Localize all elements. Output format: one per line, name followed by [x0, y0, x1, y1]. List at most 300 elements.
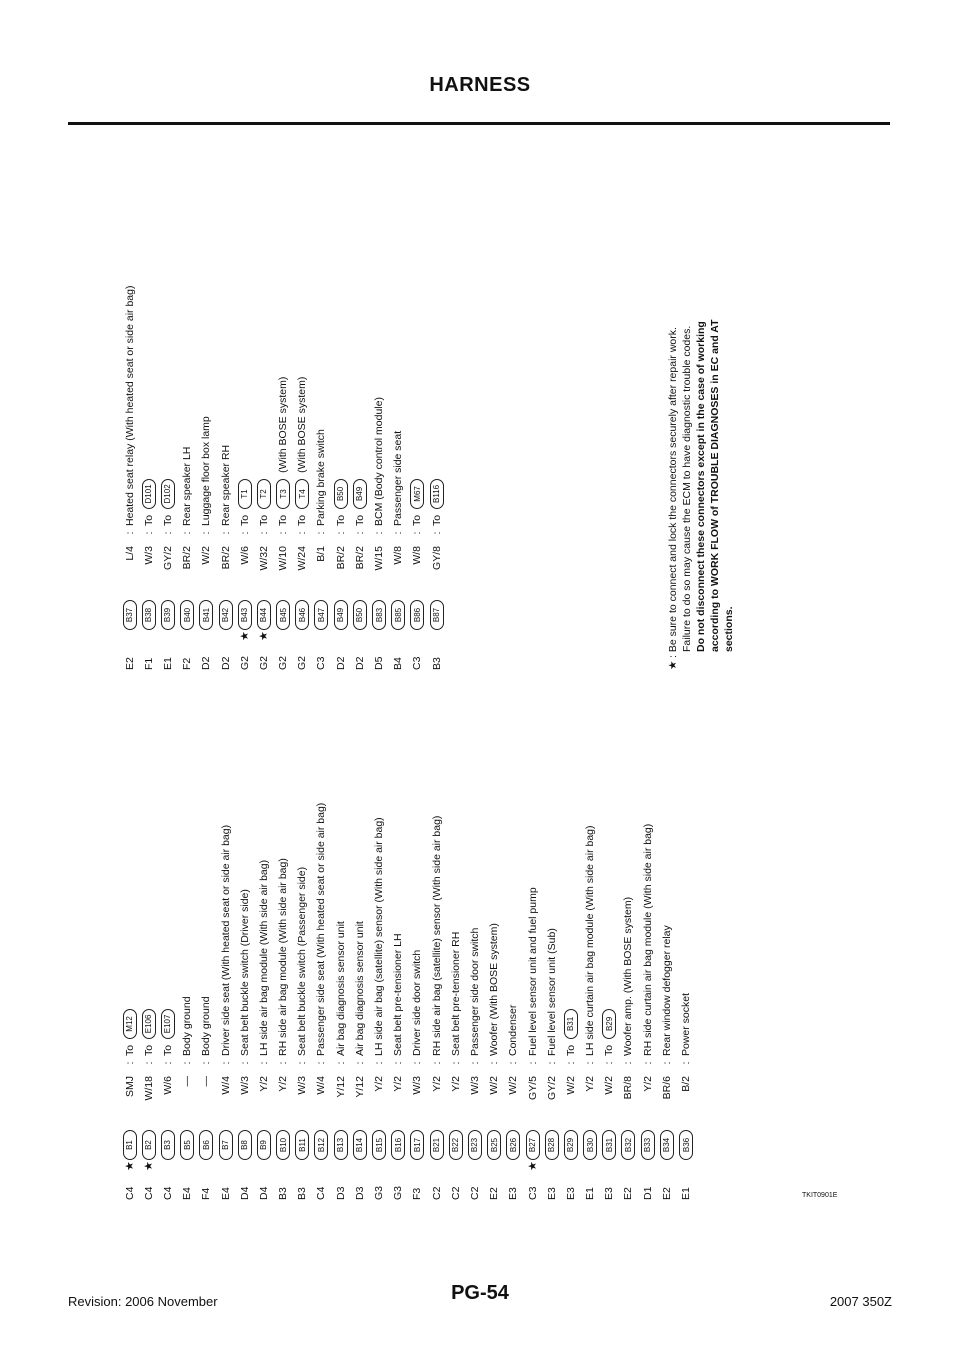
- connector-badge: B87: [430, 600, 444, 630]
- connector-description: [142, 1007, 156, 1056]
- separator: :: [603, 1061, 616, 1065]
- connector-badge: B26: [506, 1130, 520, 1160]
- connector-badge: B27: [526, 1130, 540, 1160]
- wire-spec: GY/2: [161, 546, 174, 570]
- connector-row: [427, 803, 446, 1200]
- grid-location: B3: [277, 1187, 290, 1200]
- description-text: Condenser: [507, 1004, 520, 1056]
- connector-badge: B85: [391, 600, 405, 630]
- wire-spec: Y/12: [353, 1076, 366, 1098]
- wire-spec: W/15: [373, 546, 386, 571]
- note-line: Failure to do so may cause the ECM to have diagnostic trouble codes.: [681, 325, 693, 652]
- separator: :: [526, 1061, 539, 1065]
- target-connector-badge: T3: [276, 479, 290, 509]
- separator: :: [545, 1061, 558, 1065]
- separator: :: [680, 1061, 693, 1065]
- connector-row: [197, 286, 216, 670]
- separator: :: [353, 1061, 366, 1065]
- target-connector-badge: T1: [238, 479, 252, 509]
- grid-location: C4: [161, 1186, 174, 1200]
- connector-description: [239, 889, 251, 1056]
- wire-spec: GY/8: [430, 546, 443, 570]
- wire-spec: BR/2: [181, 546, 194, 570]
- wire-spec: Y/2: [430, 1076, 443, 1092]
- separator: :: [334, 1061, 347, 1065]
- target-connector-badge: B49: [353, 479, 367, 509]
- connector-row: [274, 803, 293, 1200]
- description-text: Luggage floor box lamp: [200, 416, 213, 526]
- connector-description: [353, 477, 367, 526]
- description-text: To: [334, 514, 347, 526]
- connector-badge: B12: [314, 1130, 328, 1160]
- separator: :: [430, 531, 443, 535]
- description-text: To: [353, 514, 366, 526]
- connector-row: [600, 803, 619, 1200]
- separator: :: [200, 1061, 213, 1065]
- connector-description: [181, 447, 193, 526]
- wire-spec: W/2: [488, 1076, 501, 1095]
- wire-spec: B/1: [315, 546, 328, 562]
- separator: :: [373, 1061, 386, 1065]
- connector-description: [507, 1005, 519, 1056]
- connector-row: [331, 803, 350, 1200]
- connector-description: [469, 928, 481, 1056]
- description-text: To: [142, 1044, 155, 1056]
- separator: :: [161, 1061, 174, 1065]
- separator: :: [219, 531, 232, 535]
- separator: :: [181, 531, 194, 535]
- target-connector-badge: T4: [295, 479, 309, 509]
- connector-badge: B21: [430, 1130, 444, 1160]
- connector-row: [216, 803, 235, 1200]
- connector-row: [197, 803, 216, 1200]
- wire-spec: W/8: [411, 546, 424, 565]
- wire-spec: GY/2: [545, 1076, 558, 1100]
- separator: :: [373, 531, 386, 535]
- connector-description: [584, 825, 596, 1056]
- connector-badge: B23: [468, 1130, 482, 1160]
- connector-description: [181, 996, 193, 1056]
- wire-spec: Y/12: [334, 1076, 347, 1098]
- connector-row: [139, 286, 158, 670]
- grid-location: C4: [123, 1186, 136, 1200]
- connector-row: [254, 286, 273, 670]
- wire-spec: W/8: [392, 546, 405, 565]
- description-text: To: [123, 1044, 136, 1056]
- connector-description: [410, 477, 424, 526]
- wire-spec: BR/2: [353, 546, 366, 570]
- separator: :: [219, 1061, 232, 1065]
- connector-badge: B5: [180, 1130, 194, 1160]
- note-line: : Be sure to connect and lock the connectors securely after repair work.: [667, 327, 679, 658]
- grid-location: E1: [161, 657, 174, 670]
- connector-row: [293, 286, 312, 670]
- connector-badge: B16: [391, 1130, 405, 1160]
- connector-description: [276, 377, 290, 526]
- wire-spec: W/2: [507, 1076, 520, 1095]
- description-text: To: [277, 514, 290, 526]
- separator: :: [142, 531, 155, 535]
- grid-location: B3: [296, 1187, 309, 1200]
- connector-description: [257, 477, 271, 526]
- connector-badge: B10: [276, 1130, 290, 1160]
- description-text: BCM (Body control module): [373, 397, 386, 526]
- grid-location: F2: [181, 657, 194, 670]
- separator: :: [392, 1061, 405, 1065]
- connector-badge: B46: [295, 600, 309, 630]
- description-text: Rear speaker RH: [219, 444, 232, 526]
- connector-row: [561, 803, 580, 1200]
- wire-spec: Y/2: [257, 1076, 270, 1092]
- description-text: Driver side seat (With heated seat or side air bag): [219, 824, 232, 1056]
- wire-spec: W/6: [161, 1076, 174, 1095]
- target-connector-badge: B29: [602, 1009, 616, 1039]
- grid-location: G3: [373, 1185, 386, 1200]
- separator: :: [315, 531, 328, 535]
- connector-description: [622, 897, 634, 1056]
- connector-description: [680, 993, 692, 1056]
- description-text: Power socket: [680, 992, 693, 1056]
- star-icon: ★: [239, 631, 252, 641]
- description-text: RH side air bag (satellite) sensor (With side air bag): [430, 815, 443, 1056]
- connector-description: [392, 431, 404, 526]
- connector-badge: B41: [199, 600, 213, 630]
- separator: :: [430, 1061, 443, 1065]
- connector-description: [430, 477, 444, 526]
- grid-location: F3: [411, 1187, 424, 1200]
- wire-spec: W/3: [468, 1076, 481, 1095]
- wire-spec: SMJ: [123, 1076, 136, 1097]
- connector-badge: B45: [276, 600, 290, 630]
- grid-location: E1: [584, 1187, 597, 1200]
- grid-location: B3: [430, 657, 443, 670]
- separator: :: [315, 1061, 328, 1065]
- wire-spec: —: [181, 1076, 194, 1087]
- connector-row: [619, 803, 638, 1200]
- connector-description: [295, 377, 309, 526]
- connector-description: [546, 928, 558, 1056]
- connector-row: [293, 803, 312, 1200]
- target-connector-badge: E106: [142, 1009, 156, 1039]
- connector-badge: B30: [583, 1130, 597, 1160]
- connector-badge: B47: [314, 600, 328, 630]
- connector-description: [373, 397, 385, 526]
- target-connector-badge: B50: [334, 479, 348, 509]
- wire-spec: W/2: [603, 1076, 616, 1095]
- description-text: Passenger side seat: [392, 430, 405, 526]
- description-text: Passenger side door switch: [468, 927, 481, 1056]
- description-text: Driver side door switch: [411, 949, 424, 1056]
- grid-location: E1: [680, 1187, 693, 1200]
- description-text: Seat belt pre-tensioner LH: [392, 933, 405, 1056]
- separator: :: [277, 531, 290, 535]
- connector-badge: B2: [142, 1130, 156, 1160]
- description-text: Seat belt pre-tensioner RH: [449, 931, 462, 1056]
- wire-spec: BR/8: [622, 1076, 635, 1100]
- separator: :: [296, 1061, 309, 1065]
- connector-description: [411, 950, 423, 1056]
- wire-spec: Y/2: [392, 1076, 405, 1092]
- separator: :: [123, 531, 136, 535]
- wire-spec: W/10: [277, 546, 290, 571]
- connector-row: [523, 803, 542, 1200]
- grid-location: G2: [296, 655, 309, 670]
- wire-spec: BR/6: [660, 1076, 673, 1100]
- connector-row: [389, 286, 408, 670]
- wire-spec: W/3: [142, 546, 155, 565]
- connector-column-1: [120, 803, 696, 1200]
- separator: :: [449, 1061, 462, 1065]
- connector-description: [124, 286, 136, 526]
- grid-location: D2: [334, 656, 347, 670]
- connector-row: [389, 803, 408, 1200]
- connector-row: [331, 286, 350, 670]
- separator: :: [238, 531, 251, 535]
- grid-location: F1: [142, 657, 155, 670]
- description-text: RH side air bag module (With side air bag): [277, 858, 290, 1056]
- connector-row: [638, 803, 657, 1200]
- separator: :: [334, 531, 347, 535]
- connector-description: [123, 1007, 137, 1056]
- wire-spec: W/32: [257, 546, 270, 571]
- connector-description: [258, 860, 270, 1056]
- connector-badge: B42: [219, 600, 233, 630]
- connector-row: [254, 803, 273, 1200]
- connector-description: [392, 933, 404, 1056]
- connector-badge: B38: [142, 600, 156, 630]
- connector-badge: B32: [621, 1130, 635, 1160]
- connector-badge: B9: [257, 1130, 271, 1160]
- wire-spec: BR/2: [334, 546, 347, 570]
- description-text: Seat belt buckle switch (Driver side): [238, 889, 251, 1056]
- grid-location: C4: [142, 1186, 155, 1200]
- connector-badge: B14: [353, 1130, 367, 1160]
- connector-badge: B86: [410, 600, 424, 630]
- target-connector-badge: M12: [123, 1009, 137, 1039]
- description-text: To: [430, 514, 443, 526]
- connector-row: [542, 803, 561, 1200]
- separator: :: [277, 1061, 290, 1065]
- connector-row: [408, 286, 427, 670]
- grid-location: B4: [392, 657, 405, 670]
- description-text: LH side air bag module (With side air bag): [257, 859, 270, 1056]
- connector-badge: B83: [372, 600, 386, 630]
- footer-revision: Revision: 2006 November: [68, 1294, 218, 1309]
- connector-badge: B36: [679, 1130, 693, 1160]
- connector-badge: B28: [545, 1130, 559, 1160]
- connector-badge: B22: [449, 1130, 463, 1160]
- grid-location: E4: [181, 1187, 194, 1200]
- wire-spec: W/24: [296, 546, 309, 571]
- separator: :: [507, 1061, 520, 1065]
- grid-location: G2: [238, 655, 251, 670]
- connector-description: [527, 887, 539, 1056]
- connector-badge: B40: [180, 600, 194, 630]
- target-connector-badge: D101: [142, 479, 156, 509]
- grid-location: C4: [315, 1186, 328, 1200]
- target-connector-badge: E107: [161, 1009, 175, 1039]
- grid-location: C3: [315, 656, 328, 670]
- connector-row: [120, 803, 139, 1200]
- separator: :: [584, 1061, 597, 1065]
- grid-location: C2: [430, 1186, 443, 1200]
- wire-spec: W/18: [142, 1076, 155, 1101]
- connector-description: [602, 1007, 616, 1056]
- wire-spec: —: [200, 1076, 213, 1087]
- star-icon: ★: [258, 631, 271, 641]
- connector-badge: B43: [238, 600, 252, 630]
- connector-badge: B13: [334, 1130, 348, 1160]
- wire-spec: W/6: [238, 546, 251, 565]
- grid-location: D1: [641, 1186, 654, 1200]
- connector-list: [68, 170, 888, 1200]
- separator: :: [488, 1061, 501, 1065]
- connector-row: [350, 803, 369, 1200]
- caution-note: [666, 190, 736, 670]
- connector-row: [312, 803, 331, 1200]
- connector-row: [178, 286, 197, 670]
- grid-location: E2: [660, 1187, 673, 1200]
- wire-spec: W/3: [411, 1076, 424, 1095]
- description-text: Parking brake switch: [315, 429, 328, 526]
- wire-spec: W/3: [238, 1076, 251, 1095]
- connector-description: [450, 932, 462, 1056]
- wire-spec: GY/5: [526, 1076, 539, 1100]
- description-text: LH side curtain air bag module (With side air bag): [584, 825, 597, 1056]
- connector-description: [220, 825, 232, 1056]
- wire-spec: B/2: [680, 1076, 693, 1092]
- connector-row: [216, 286, 235, 670]
- grid-location: F4: [200, 1187, 213, 1200]
- description-text: To: [603, 1044, 616, 1056]
- connector-description: [200, 996, 212, 1056]
- grid-location: E2: [488, 1187, 501, 1200]
- connector-badge: B17: [410, 1130, 424, 1160]
- note-line: sections.: [723, 606, 735, 652]
- connector-description: [220, 445, 232, 526]
- connector-description: [315, 429, 327, 526]
- connector-description: [354, 921, 366, 1056]
- grid-location: D3: [334, 1186, 347, 1200]
- connector-badge: B37: [123, 600, 137, 630]
- wire-spec: BR/2: [219, 546, 232, 570]
- connector-row: [465, 803, 484, 1200]
- connector-description: [238, 477, 252, 526]
- connector-row: [504, 803, 523, 1200]
- star-icon: ★: [527, 1161, 540, 1171]
- connector-description: [335, 921, 347, 1056]
- grid-location: E4: [219, 1187, 232, 1200]
- description-text: To: [296, 514, 309, 526]
- separator: :: [564, 1061, 577, 1065]
- connector-description: [161, 1007, 175, 1056]
- connector-badge: B50: [353, 600, 367, 630]
- description-text: Fuel level sensor unit and fuel pump: [526, 887, 539, 1056]
- grid-location: G2: [277, 655, 290, 670]
- separator: :: [161, 531, 174, 535]
- separator: :: [123, 1061, 136, 1065]
- wire-spec: W/3: [296, 1076, 309, 1095]
- connector-badge: B3: [161, 1130, 175, 1160]
- grid-location: E3: [603, 1187, 616, 1200]
- connector-row: [446, 803, 465, 1200]
- description-text: To: [142, 514, 155, 526]
- description-text: To: [238, 514, 251, 526]
- description-text: Woofer amp. (With BOSE system): [622, 896, 635, 1056]
- star-icon: ★: [124, 1161, 137, 1171]
- wire-spec: Y/2: [584, 1076, 597, 1092]
- connector-badge: B29: [564, 1130, 578, 1160]
- connector-row: [274, 286, 293, 670]
- figure-code: TKIT0901E: [802, 1192, 838, 1199]
- connector-badge: B39: [161, 600, 175, 630]
- star-icon: ★: [143, 1161, 156, 1171]
- grid-location: E3: [545, 1187, 558, 1200]
- connector-description: [564, 1007, 578, 1056]
- connector-row: [485, 803, 504, 1200]
- connector-row: [408, 803, 427, 1200]
- grid-location: D3: [353, 1186, 366, 1200]
- connector-row: [158, 286, 177, 670]
- separator: :: [257, 1061, 270, 1065]
- wire-spec: Y/2: [449, 1076, 462, 1092]
- grid-location: D4: [257, 1186, 270, 1200]
- connector-badge: B6: [199, 1130, 213, 1160]
- connector-badge: B33: [641, 1130, 655, 1160]
- connector-row: [235, 286, 254, 670]
- wire-spec: L/4: [123, 546, 136, 561]
- wire-spec: W/4: [315, 1076, 328, 1095]
- description-text: Seat belt buckle switch (Passenger side): [296, 866, 309, 1056]
- description-text: To: [161, 514, 174, 526]
- grid-location: E2: [622, 1187, 635, 1200]
- description-suffix: (With BOSE system): [277, 376, 290, 473]
- connector-description: [200, 416, 212, 526]
- description-text: To: [411, 514, 424, 526]
- grid-location: D5: [373, 656, 386, 670]
- separator: :: [411, 1061, 424, 1065]
- connector-badge: B25: [487, 1130, 501, 1160]
- wire-spec: W/2: [564, 1076, 577, 1095]
- wire-spec: W/4: [219, 1076, 232, 1095]
- separator: :: [353, 531, 366, 535]
- separator: :: [142, 1061, 155, 1065]
- connector-row: [427, 286, 446, 670]
- grid-location: E3: [507, 1187, 520, 1200]
- connector-description: [431, 816, 443, 1056]
- connector-badge: B44: [257, 600, 271, 630]
- wire-spec: Y/2: [277, 1076, 290, 1092]
- separator: :: [257, 531, 270, 535]
- grid-location: G2: [257, 655, 270, 670]
- connector-column-2: [120, 286, 446, 670]
- description-text: Heated seat relay (With heated seat or side air bag): [123, 285, 136, 526]
- separator: :: [392, 531, 405, 535]
- connector-description: [277, 858, 289, 1056]
- separator: :: [238, 1061, 251, 1065]
- footer-model: 2007 350Z: [829, 1294, 892, 1309]
- connector-row: [350, 286, 369, 670]
- description-text: LH side air bag (satellite) sensor (With side air bag): [373, 817, 386, 1056]
- connector-badge: B1: [123, 1130, 137, 1160]
- separator: :: [468, 1061, 481, 1065]
- description-text: Rear speaker LH: [181, 446, 194, 526]
- description-text: Fuel level sensor unit (Sub): [545, 928, 558, 1056]
- grid-location: D2: [200, 656, 213, 670]
- star-icon: ★: [667, 660, 679, 670]
- description-text: To: [161, 1044, 174, 1056]
- grid-location: C3: [411, 656, 424, 670]
